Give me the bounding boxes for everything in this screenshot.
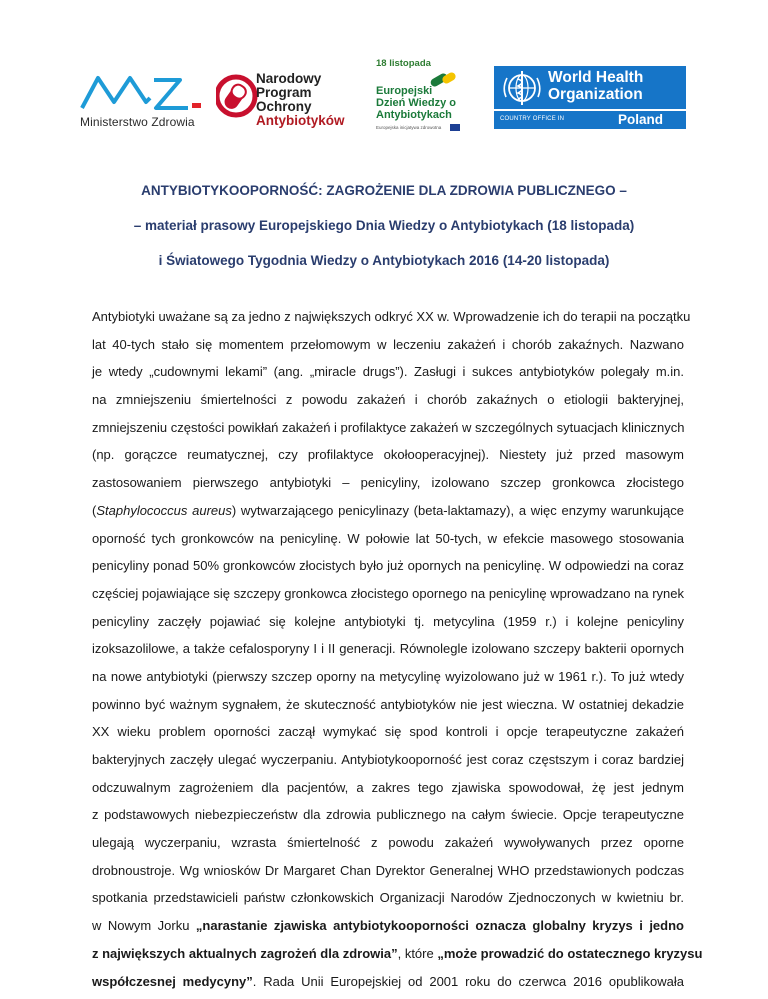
body-line: XX wieku problem oporności zaczął wymykać się spod kontroli i opcje terapeutyczne zakażeń — [92, 722, 684, 750]
body-line: je wtedy „cudownymi lekami” (ang. „miracle drugs”). Zasługi i sukces antybiotyków polegały m.in. — [92, 362, 684, 390]
line-middle: , które — [398, 946, 438, 961]
who-name — [548, 69, 643, 103]
body-line: ulegają wyczerpaniu, wzrasta śmiertelność z powodu zakażeń wywoływanych przez oporne — [92, 833, 684, 861]
body-line — [92, 916, 684, 944]
body-line: częściej pojawiające się szczepy gronkowca złocistego opornego na penicylinę wprowadzano na rynek — [92, 584, 684, 612]
edwa-line-2: Dzień Wiedzy o — [376, 97, 491, 109]
npoa-line-2: Program — [256, 86, 345, 100]
who-country: Poland — [618, 112, 663, 127]
who-line-2: Organization — [548, 86, 643, 103]
body-line: na zmniejszeniu śmiertelności z powodu zakażeń i chorób zakaźnych o etiologii bakteryjnej, — [92, 390, 684, 418]
logo-bar — [0, 0, 768, 150]
body-line: oporność tych gronkowców na penicylinę. W połowie lat 50-tych, w efekcie masowego stosowania — [92, 529, 684, 557]
npoa-line-4: Antybiotyków — [256, 114, 345, 128]
who-logo — [494, 66, 694, 130]
body-paragraph — [92, 307, 684, 999]
line-rest: . Rada Unii Europejskiej od 2001 roku do czerwca 2016 opublikowała — [253, 974, 684, 989]
body-line: z podstawowych niebezpieczeństw dla zdrowia publicznego na całym świecie. Opcje terapeutyczne — [92, 805, 684, 833]
eu-flag-icon — [450, 124, 460, 131]
who-office-label: COUNTRY OFFICE IN — [500, 116, 564, 122]
npoa-line-1: Narodowy — [256, 72, 345, 86]
body-line: lat 40-tych stało się momentem przełomowym w leczeniu zakażeń i chorób zakaźnych. Nazwano — [92, 335, 684, 363]
quote-bold: „narastanie zjawiska antybiotykooporności oznacza globalny kryzys i jedno — [196, 918, 684, 933]
who-emblem-icon — [500, 69, 544, 107]
species-name: Staphylococcus aureus — [96, 503, 232, 518]
paren-open: ( — [92, 503, 96, 518]
edwa-footer: Europejska inicjatywa zdrowotna — [376, 125, 441, 130]
body-line: bakteryjnych zaczęły ulegać wyczerpaniu. Antybiotykooporność jest coraz częstszym i coraz bardziej — [92, 750, 684, 778]
edwa-date: 18 listopada — [376, 58, 491, 69]
capsule-mark-icon — [428, 68, 462, 92]
document-title: ANTYBIOTYKOOPORNOŚĆ: ZAGROŻENIE DLA ZDROWIA PUBLICZNEGO – — [0, 183, 768, 198]
body-line: zmniejszeniu częstości powikłań zakażeń i profilaktyce zakażeń w szczególnych sytuacjach klinicznych — [92, 418, 684, 446]
body-line: zastosowaniem pierwszego antybiotyki – penicyliny, izolowano szczep gronkowca złocistego — [92, 473, 684, 501]
quote-bold: z największych aktualnych zagrożeń dla zdrowia” — [92, 946, 398, 961]
body-line: Antybiotyki uważane są za jedno z największych odkryć XX w. Wprowadzenie ich do terapii na początku — [92, 307, 684, 335]
body-line — [92, 501, 684, 529]
body-line: spotkania przedstawicieli państw członkowskich Organizacji Narodów Zjednoczonych w kwietniu br. — [92, 888, 684, 916]
capsule-icon — [216, 66, 258, 128]
who-banner — [494, 66, 686, 109]
body-line — [92, 972, 684, 999]
document-subtitle-2: i Światowego Tygodnia Wiedzy o Antybiotykach 2016 (14-20 listopada) — [0, 253, 768, 268]
edwa-line-3: Antybiotykach — [376, 109, 491, 121]
body-line: (np. gorączce reumatycznej, czy profilaktyce okołooperacyjnej). Niestety już przed masowym — [92, 445, 684, 473]
npoa-line-3: Ochrony — [256, 100, 345, 114]
npoa-text — [256, 72, 345, 128]
npoa-logo — [216, 66, 376, 136]
edwa-logo — [376, 58, 491, 138]
body-line: drobnoustroje. Wg wniosków Dr Margaret Chan Dyrektor Generalnej WHO przedstawionych podczas — [92, 861, 684, 889]
body-line: izoksazolilowe, a także cefalosporyny I i II generacji. Równolegle izolowano szczepy bakterii opornych — [92, 639, 684, 667]
who-office-bar — [494, 111, 686, 129]
body-line: penicyliny zaczęły pojawiać się kolejne antybiotyki tj. metycylina (1959 r.) i kolejne penicyliny — [92, 612, 684, 640]
quote-bold: „może prowadzić do ostatecznego kryzysu — [437, 946, 702, 961]
body-line: powinno być ważnym sygnałem, że skuteczność antybiotyków nie jest wieczna. W ostatniej dekadzie — [92, 695, 684, 723]
mz-mark-icon — [80, 72, 205, 112]
line-rest: ) wytwarzającego penicylinazy (beta-laktamazy), a więc enzymy warunkujące — [232, 503, 684, 518]
quote-bold: współczesnej medycyny” — [92, 974, 253, 989]
body-line: na nowe antybiotyki (pierwszy szczep oporny na metycylinę wyizolowano już w 1961 r.). To już wtedy — [92, 667, 684, 695]
ministry-of-health-logo — [80, 72, 210, 142]
body-line: penicyliny ponad 50% gronkowców złocistych było już opornych na penicylinę. W odpowiedzi na coraz — [92, 556, 684, 584]
body-line: odczuwalnym zagrożeniem dla pacjentów, a zakres tego zjawiska spowodował, żę jest jednym — [92, 778, 684, 806]
document-subtitle: – materiał prasowy Europejskiego Dnia Wiedzy o Antybiotykach (18 listopada) — [0, 218, 768, 233]
line-start: w Nowym Jorku — [92, 918, 196, 933]
ministry-name: Ministerstwo Zdrowia — [80, 115, 210, 129]
body-line — [92, 944, 684, 972]
who-line-1: World Health — [548, 69, 643, 86]
edwa-line-1: Europejski — [376, 85, 491, 97]
